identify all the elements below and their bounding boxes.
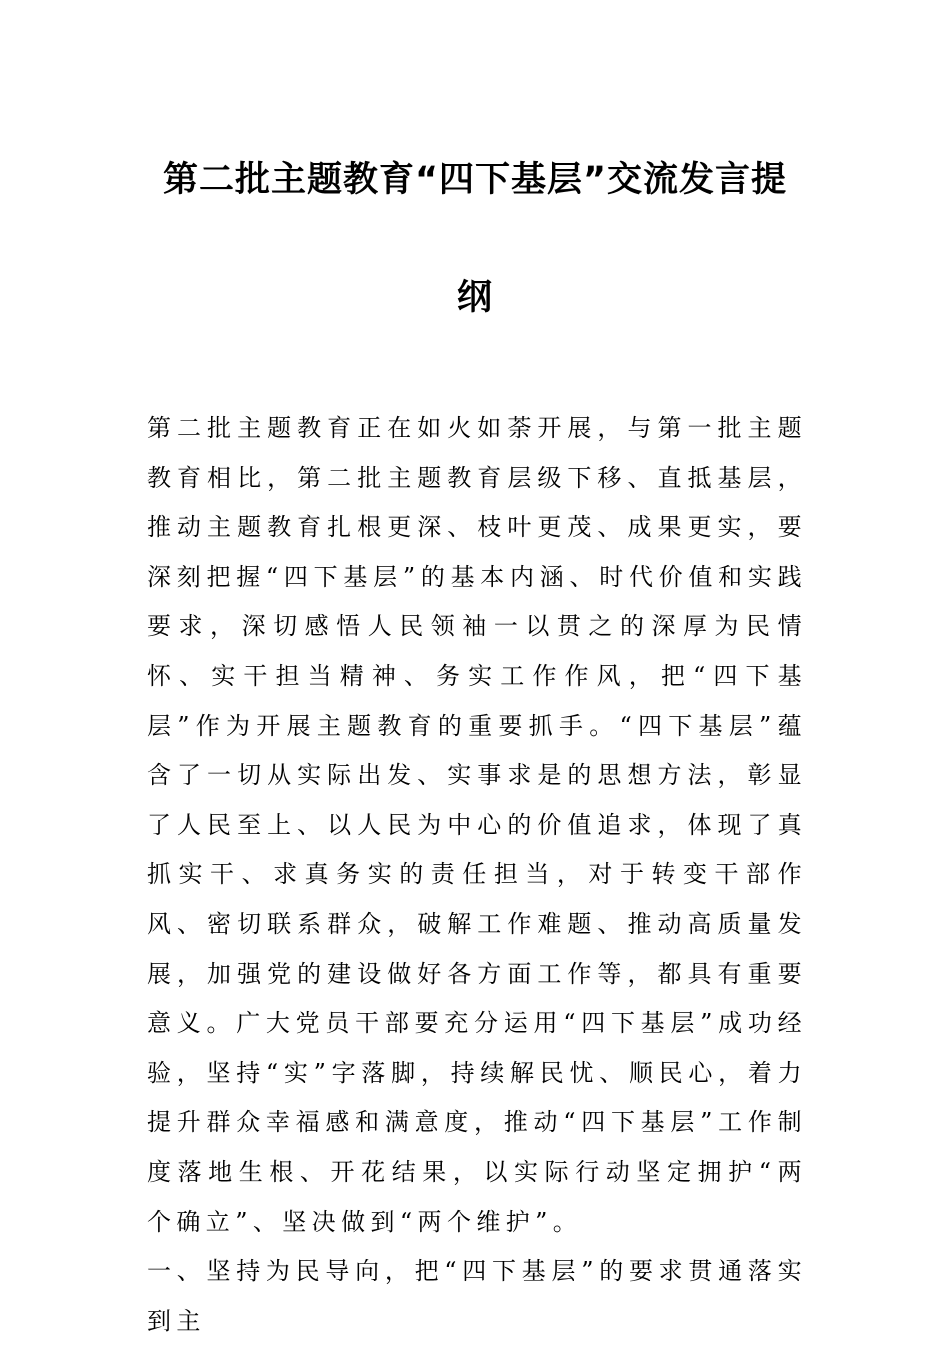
document-title-line-2: 纲 — [456, 278, 493, 318]
document-title-line-1: 第二批主题教育“四下基层”交流发言提 — [162, 160, 787, 200]
body-paragraph-2: 一、坚持为民导向，把“四下基层”的要求贯通落实到主 — [147, 1257, 807, 1335]
document-body — [147, 404, 807, 1346]
body-paragraph-1: 第二批主题教育正在如火如荼开展，与第一批主题教育相比，第二批主题教育层级下移、直抵基层，推动主题教育扎根更深、枝叶更茂、成果更实，要深刻把握“四下基层”的基本内涵、时代价值和实践要求，深切感悟人民领袖一以贯之的深厚为民情怀、实干担当精神、务实工作作风，把“四下基层”作为开展主题教育的重要抓手。“四下基层”蕴含了一切从实际出发、实事求是的思想方法，彰显了人民至上、以人民为中心的价值追求，体现了真抓实干、求真务实的责任担当，对于转变干部作风、密切联系群众，破解工作难题、推动高质量发展，加强党的建设做好各方面工作等，都具有重要意义。广大党员干部要充分运用“四下基层”成功经验，坚持“实”字落脚，持续解民忧、顺民心，着力提升群众幸福感和满意度，推动“四下基层”工作制度落地生根、开花结果，以实际行动坚定拥护“两个确立”、坚决做到“两个维护”。 — [147, 414, 807, 1236]
